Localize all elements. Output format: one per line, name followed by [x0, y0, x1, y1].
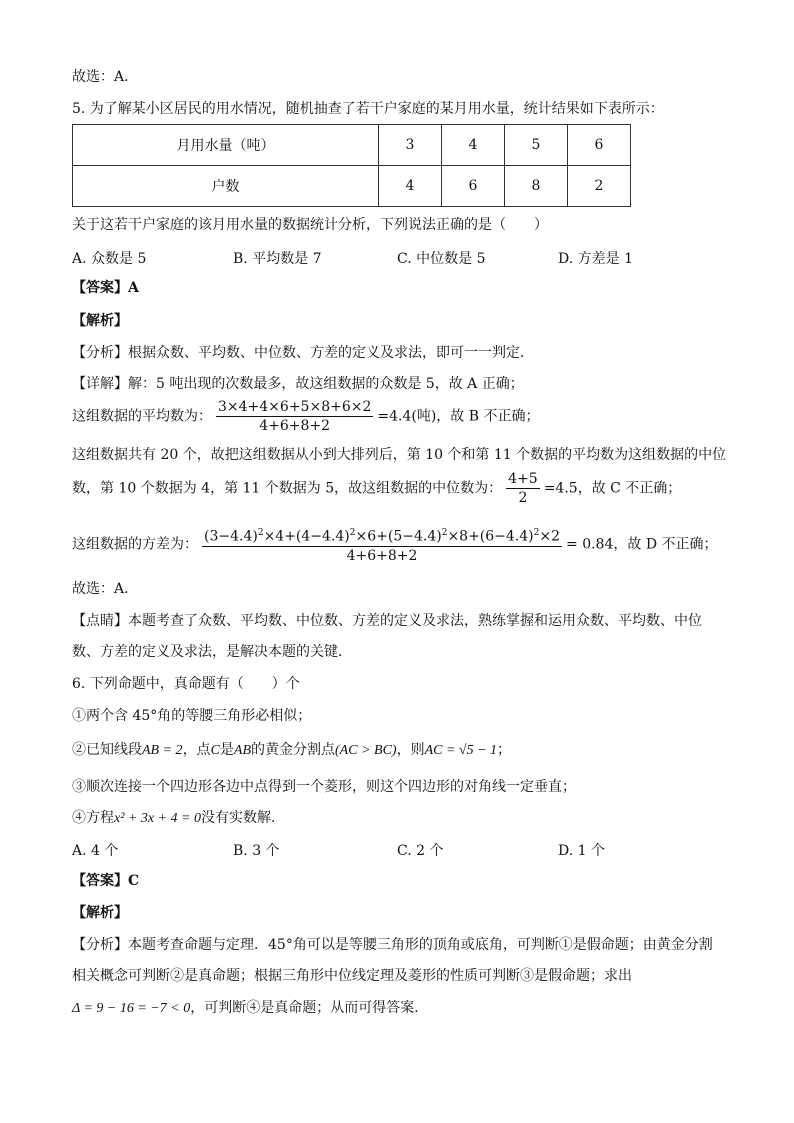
prev-answer-choice: 故选：A． — [72, 69, 139, 85]
text: ②已知线段 — [72, 742, 142, 758]
table-cell: 6 — [442, 166, 505, 207]
variance-fraction — [202, 524, 562, 565]
math-equation: x² + 3x + 4 = 0 — [114, 811, 201, 826]
table-cell: 6 — [568, 125, 631, 166]
q5-median-line-2 — [72, 470, 681, 507]
q6-proposition-1: ①两个含 45°角的等腰三角形必相似； — [72, 708, 312, 724]
table-cell: 5 — [505, 125, 568, 166]
mean-numerator: 3×4+4×6+5×8+6×2 — [218, 399, 372, 415]
q6-proposition-4 — [72, 809, 285, 828]
q6-proposition-3: ③顺次连接一个四边形各边中点得到一个菱形，则这个四边形的对角线一定垂直； — [72, 779, 576, 795]
q6-analysis-3 — [72, 999, 428, 1018]
text: ，可判断④是真命题；从而可得答案． — [190, 1000, 429, 1016]
median-numerator: 4+5 — [508, 471, 538, 487]
math-segment-ab: AB — [233, 743, 252, 758]
text: 是 — [219, 742, 234, 758]
question-5-title: 5. 为了解某小区居民的用水情况，随机抽查了若干户家庭的某月用水量，统计结果如下表所示： — [72, 101, 664, 117]
q6-proposition-2 — [72, 741, 511, 760]
q5-option-c: C. 中位数是 5 — [397, 251, 486, 267]
median-fraction — [506, 470, 540, 507]
variance-result: = 0.84，故 D 不正确； — [566, 536, 718, 553]
q6-option-b: B. 3 个 — [233, 843, 280, 859]
q6-analysis-1: 【分析】本题考查命题与定理．45°角可以是等腰三角形的顶角或底角，可判断①是假命题；由黄金分割 — [72, 937, 713, 953]
table-header-usage: 月用水量（吨） — [73, 125, 379, 166]
median-denominator: 2 — [518, 490, 528, 506]
table-cell: 8 — [505, 166, 568, 207]
table-cell: 2 — [568, 166, 631, 207]
q6-option-a: A. 4 个 — [72, 843, 119, 859]
math-ac-gt-bc: (AC > BC) — [335, 743, 397, 758]
q5-comment-2: 数、方差的定义及求法，是解决本题的关键． — [72, 644, 352, 660]
text: 的黄金分割点 — [251, 742, 336, 758]
q5-conclusion: 故选：A． — [72, 581, 139, 597]
median-label: 数，第 10 个数据为 4，第 11 个数据为 5，故这组数据的中位数为： — [72, 480, 503, 497]
math-discriminant: Δ = 9 − 16 = −7 < 0 — [72, 1001, 191, 1016]
text: ； — [497, 742, 512, 758]
q5-detail: 【详解】解：5 吨出现的次数最多，故这组数据的众数是 5，故 A 正确； — [72, 376, 524, 392]
mean-label: 这组数据的平均数为： — [72, 408, 212, 425]
q5-answer: 【答案】A — [72, 280, 139, 296]
variance-denominator: 4+6+8+2 — [346, 547, 418, 564]
text: ，点 — [182, 742, 211, 758]
table-row — [73, 125, 631, 166]
text: 没有实数解． — [200, 810, 285, 826]
table-cell: 3 — [379, 125, 442, 166]
table-row — [73, 166, 631, 207]
q5-mean-line — [72, 398, 539, 435]
table-cell: 4 — [379, 166, 442, 207]
variance-numerator: $(3-4.4)^2\times 4+(4-4.4)^2\times 6+(5-4.4)^2\times 8+(6-4.4)^2\times 2$ — [202, 524, 562, 547]
text: ④方程 — [72, 810, 114, 826]
mean-denominator: 4+6+8+2 — [259, 418, 331, 434]
q6-answer: 【答案】C — [72, 873, 140, 889]
q5-analysis-heading: 【解析】 — [72, 313, 128, 329]
mean-result: =4.4(吨)，故 B 不正确； — [377, 408, 540, 425]
text: ，则 — [396, 742, 425, 758]
table-cell: 4 — [442, 125, 505, 166]
q5-analysis: 【分析】根据众数、平均数、中位数、方差的定义及求法，即可一一判定． — [72, 345, 534, 361]
q5-option-a: A. 众数是 5 — [72, 251, 147, 267]
math-ac-value: AC = √5 − 1 — [424, 743, 498, 758]
median-result: =4.5，故 C 不正确； — [543, 480, 682, 497]
q5-option-b: B. 平均数是 7 — [233, 251, 322, 267]
q5-variance-line — [72, 524, 718, 565]
question-5-stem: 关于这若干户家庭的该月用水量的数据统计分析，下列说法正确的是（ ） — [72, 217, 548, 233]
table-header-households: 户数 — [73, 166, 379, 207]
math-ab-equals-2: AB = 2 — [142, 743, 183, 758]
question-6-title: 6. 下列命题中，真命题有（ ）个 — [72, 676, 300, 692]
q6-option-c: C. 2 个 — [397, 843, 444, 859]
q5-comment-1: 【点睛】本题考查了众数、平均数、中位数、方差的定义及求法，熟练掌握和运用众数、平均数、中位 — [72, 613, 702, 629]
variance-label: 这组数据的方差为： — [72, 536, 198, 553]
water-usage-table — [72, 124, 631, 207]
mean-fraction — [216, 398, 373, 435]
q5-option-d: D. 方差是 1 — [558, 251, 633, 267]
math-point-c: C — [210, 743, 220, 758]
q6-option-d: D. 1 个 — [558, 843, 605, 859]
q6-analysis-2: 相关概念可判断②是真命题；根据三角形中位线定理及菱形的性质可判断③是假命题；求出 — [72, 968, 632, 984]
q6-analysis-heading: 【解析】 — [72, 905, 128, 921]
q5-median-line-1: 这组数据共有 20 个，故把这组数据从小到大排列后，第 10 个和第 11 个数据的平均数为这组数据的中位 — [72, 447, 727, 463]
